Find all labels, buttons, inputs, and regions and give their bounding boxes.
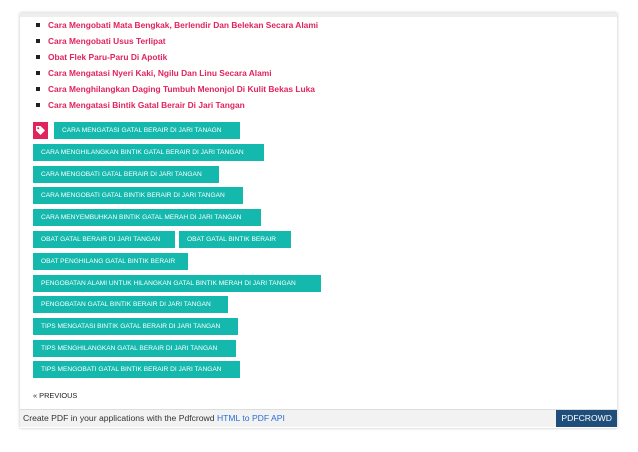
- pdfcrowd-logo[interactable]: PDFCROWD: [556, 410, 617, 427]
- bullet-icon: [36, 87, 40, 91]
- related-post-title[interactable]: Cara Mengatasi Nyeri Kaki, Ngilu Dan Linu Secara Alami: [48, 68, 272, 78]
- related-post-link[interactable]: [36, 81, 318, 97]
- tag-link[interactable]: CARA MENGOBATI GATAL BINTIK BERAIR DI JARI TANGAN: [33, 187, 243, 204]
- tag-link[interactable]: TIPS MENGHILANGKAN GATAL BERAIR DI JARI TANGAN: [33, 340, 236, 357]
- related-post-link[interactable]: [36, 65, 318, 81]
- tag-link[interactable]: TIPS MENGATASI BINTIK GATAL BERAIR DI JARI TANGAN: [33, 318, 238, 335]
- tag-link[interactable]: TIPS MENGOBATI GATAL BINTIK BERAIR DI JARI TANGAN: [33, 361, 240, 378]
- tag-link[interactable]: PENGOBATAN GATAL BINTIK BERAIR DI JARI TANGAN: [33, 296, 228, 313]
- footer-text: Create PDF in your applications with the Pdfcrowd: [23, 413, 215, 423]
- tag-link[interactable]: OBAT PENGHILANG GATAL BINTIK BERAIR: [33, 253, 188, 270]
- related-post-title[interactable]: Cara Menghilangkan Daging Tumbuh Menonjol Di Kulit Bekas Luka: [48, 84, 315, 94]
- related-post-title[interactable]: Cara Mengobati Usus Terlipat: [48, 36, 166, 46]
- footer-api-link[interactable]: HTML to PDF API: [216, 413, 285, 423]
- bullet-icon: [36, 71, 40, 75]
- tag-link[interactable]: CARA MENGHILANGKAN BINTIK GATAL BERAIR DI JARI TANGAN: [33, 144, 264, 161]
- tag-link[interactable]: CARA MENGOBATI GATAL BERAIR DI JARI TANGAN: [33, 166, 219, 183]
- related-post-link[interactable]: [36, 33, 318, 49]
- tag-link[interactable]: OBAT GATAL BINTIK BERAIR: [179, 231, 291, 248]
- related-posts-list: [36, 17, 318, 113]
- related-post-link[interactable]: [36, 97, 318, 113]
- tag-link[interactable]: CARA MENYEMBUHKAN BINTIK GATAL MERAH DI JARI TANGAN: [33, 209, 261, 226]
- footer-note: [23, 413, 285, 423]
- bullet-icon: [36, 23, 40, 27]
- tag-link[interactable]: OBAT GATAL BERAIR DI JARI TANGAN: [33, 231, 175, 248]
- bullet-icon: [36, 103, 40, 107]
- related-post-link[interactable]: [36, 49, 318, 65]
- related-post-title[interactable]: Cara Mengatasi Bintik Gatal Berair Di Jari Tangan: [48, 100, 245, 110]
- bullet-icon: [36, 55, 40, 59]
- pdf-footer: [20, 409, 617, 427]
- related-post-title[interactable]: Cara Mengobati Mata Bengkak, Berlendir Dan Belekan Secara Alami: [48, 20, 319, 30]
- bullet-icon: [36, 39, 40, 43]
- tag-icon: [33, 122, 48, 139]
- related-post-title[interactable]: Obat Flek Paru-Paru Di Apotik: [48, 52, 168, 62]
- tag-link[interactable]: CARA MENGATASI GATAL BERAIR DI JARI TANAGN: [54, 122, 240, 139]
- tag-link[interactable]: PENGOBATAN ALAMI UNTUK HILANGKAN GATAL BINTIK MERAH DI JARI TANGAN: [33, 275, 321, 292]
- related-post-link[interactable]: [36, 17, 318, 33]
- previous-post-link[interactable]: « PREVIOUS: [33, 391, 78, 400]
